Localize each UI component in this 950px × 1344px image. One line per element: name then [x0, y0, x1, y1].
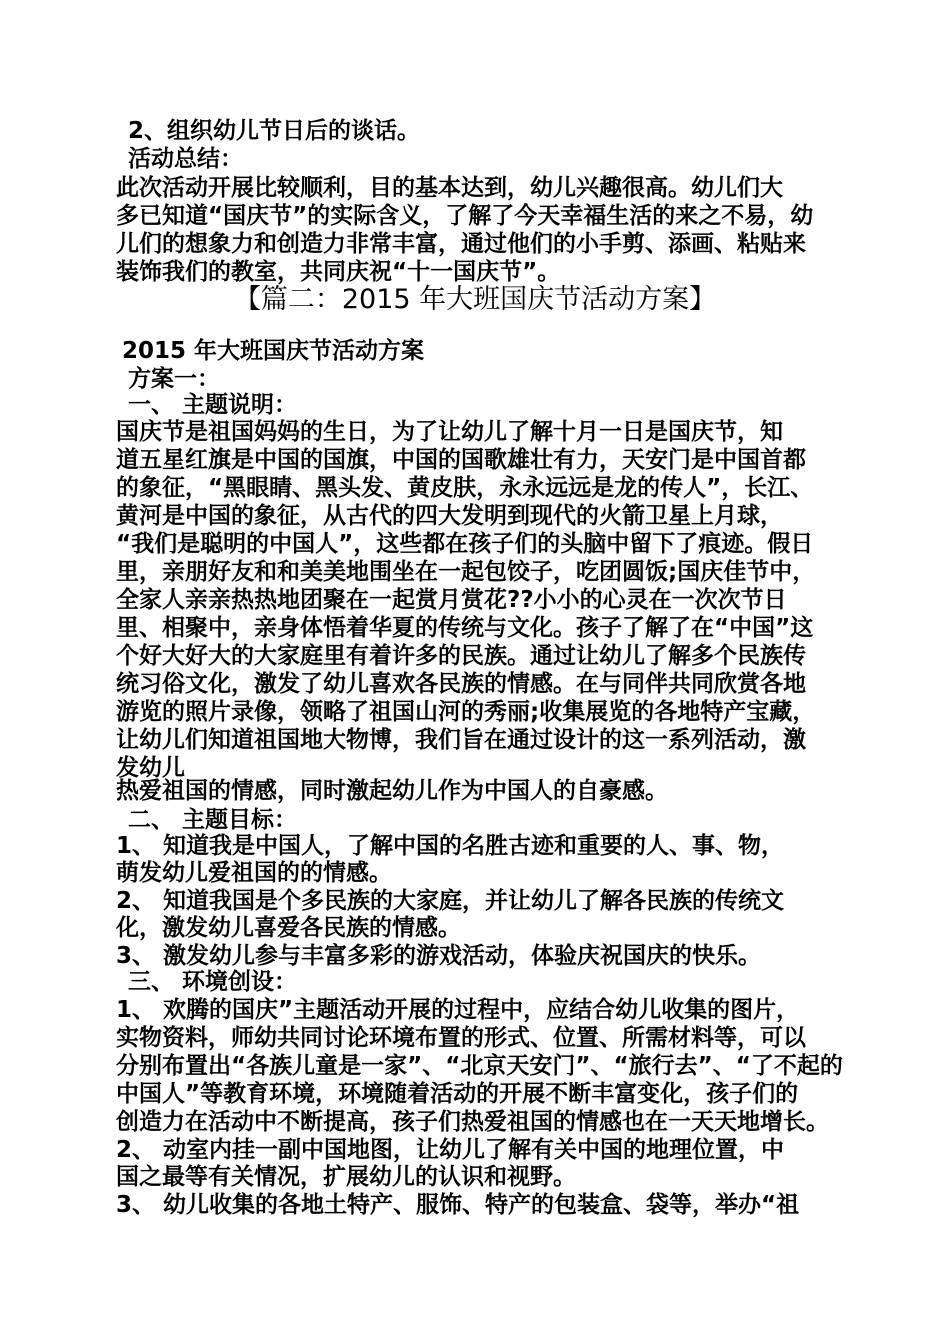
environment-heading: 三、 环境创设：: [128, 969, 298, 995]
theme-line: 热爱祖国的情感，同时激起幼儿作为中国人的自豪感。: [116, 778, 668, 804]
environment-line: 分别布置出“各族儿童是一家”、“北京天安门”、“旅行去”、“了不起的: [116, 1053, 843, 1079]
theme-line: 道五星红旗是中国的国旗，中国的国歌雄壮有力，天安门是中国首都: [116, 447, 806, 473]
goal-line: 1、 知道我是中国人，了解中国的名胜古迹和重要的人、事、物，: [116, 833, 785, 859]
section-title: 【篇二：2015 年大班国庆节活动方案】: [233, 284, 717, 315]
plan-label: 方案一：: [128, 366, 220, 392]
activity-item-2: 2、组织幼儿节日后的谈话。: [128, 118, 421, 144]
summary-line: 多已知道“国庆节”的实际含义，了解了今天幸福生活的来之不易，幼: [116, 203, 814, 229]
theme-line: 让幼儿们知道祖国地大物博，我们旨在通过设计的这一系列活动，激: [116, 727, 806, 753]
theme-line: 国庆节是祖国妈妈的生日，为了让幼儿了解十月一日是国庆节，知: [116, 419, 783, 445]
summary-line: 儿们的想象力和创造力非常丰富，通过他们的小手剪、添画、粘贴来: [116, 231, 806, 257]
environment-line: 中国人”等教育环境，环境随着活动的开展不断丰富变化，孩子们的: [116, 1081, 799, 1107]
theme-line: 发幼儿: [116, 755, 185, 781]
goals-heading: 二、 主题目标：: [128, 807, 298, 833]
theme-line: 个好大好大的大家庭里有着许多的民族。通过让幼儿了解多个民族传: [116, 643, 806, 669]
environment-line: 实物资料，师幼共同讨论环境布置的形式、位置、所需材料等，可以: [116, 1025, 806, 1051]
theme-line: 里，亲朋好友和和美美地围坐在一起包饺子，吃团圆饭;国庆佳节中，: [116, 559, 816, 585]
goal-line: 化，激发幼儿喜爱各民族的情感。: [116, 915, 461, 941]
summary-line: 此次活动开展比较顺利，目的基本达到，幼儿兴趣很高。幼儿们大: [116, 175, 783, 201]
environment-line: 1、 欢腾的国庆”主题活动开展的过程中，应结合幼儿收集的图片，: [116, 997, 800, 1023]
environment-line: 国之最等有关情况，扩展幼儿的认识和视野。: [116, 1164, 576, 1190]
theme-line: 统习俗文化，激发了幼儿喜欢各民族的情感。在与同伴共同欣赏各地: [116, 671, 806, 697]
summary-line: 装饰我们的教室，共同庆祝“十一国庆节”。: [116, 259, 561, 285]
theme-heading: 一、 主题说明：: [128, 392, 298, 418]
goal-line: 2、 知道我国是个多民族的大家庭，并让幼儿了解各民族的传统文: [116, 888, 785, 914]
document-title: 2015 年大班国庆节活动方案: [122, 338, 425, 364]
environment-line: 创造力在活动中不断提高，孩子们热爱祖国的情感也在一天天地增长。: [116, 1109, 829, 1135]
theme-line: “我们是聪明的中国人”，这些都在孩子们的头脑中留下了痕迹。假日: [116, 531, 814, 557]
theme-line: 黄河是中国的象征，从古代的四大发明到现代的火箭卫星上月球，: [116, 503, 783, 529]
theme-line: 的象征，“黑眼睛、黑头发、黄皮肤，永永远远是龙的传人”，长江、: [116, 475, 814, 501]
environment-line: 2、 动室内挂一副中国地图，让幼儿了解有关中国的地理位置，中: [116, 1137, 785, 1163]
goal-line: 3、 激发幼儿参与丰富多彩的游戏活动，体验庆祝国庆的快乐。: [116, 943, 762, 969]
theme-line: 全家人亲亲热热地团聚在一起赏月赏花??小小的心灵在一次次节日: [116, 587, 787, 613]
goal-line: 萌发幼儿爱祖国的的情感。: [116, 860, 392, 886]
theme-line: 游览的照片录像，领略了祖国山河的秀丽;收集展览的各地特产宝藏，: [116, 699, 816, 725]
theme-line: 里、相聚中，亲身体悟着华夏的传统与文化。孩子了解了在“中国”这: [116, 615, 814, 641]
environment-line: 3、 幼儿收集的各地土特产、服饰、特产的包装盒、袋等，举办“祖: [116, 1192, 800, 1218]
summary-heading: 活动总结：: [128, 146, 243, 172]
